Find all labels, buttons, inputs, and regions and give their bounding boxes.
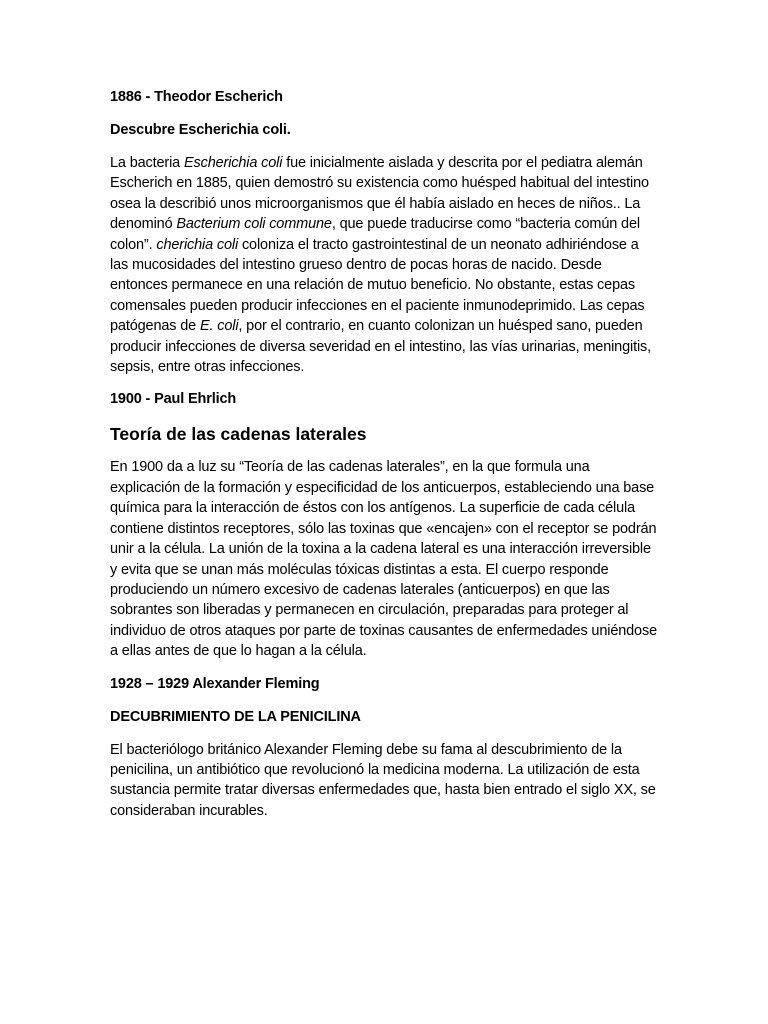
section-paragraph: El bacteriólogo británico Alexander Fleming debe su fama al descubrimiento de la penicilina, un antibiótico que revolucionó la medicina moderna. La utilización de esta sustancia permite tratar diversas enfermedades que, hasta bien entrado el siglo XX, se consideraban incurables. — [110, 741, 656, 819]
paragraph-text: , por el contrario, en cuanto colonizan un huésped sano, pueden producir infecciones de diversa severidad en el intestino, las vías urinarias, meningitis, sepsis, entre otras infecciones. — [110, 318, 652, 376]
section-date-heading: 1900 - Paul Ehrlich — [110, 391, 237, 408]
paragraph-italic-term: cherichia coli — [156, 236, 239, 253]
section-date-heading: 1886 - Theodor Escherich — [110, 89, 283, 105]
section-paragraph — [110, 153, 660, 377]
paragraph-italic-term: E. coli — [199, 318, 239, 335]
section-paragraph: En 1900 da a luz su “Teoría de las cadenas laterales”, en la que formula una explicación de la formación y especificidad de los anticuerpos, estableciendo una base química para la interacción de éstos con los antígenos. La superficie de cada célula contiene distintos receptores, sólo las toxinas que «encajen» con el receptor se podrán unir a la célula. La unión de la toxina a la cadena lateral es una interacción irreversible y evita que se unan más moléculas tóxicas distintas a esta. El cuerpo responde produciendo un número excesivo de cadenas laterales (anticuerpos) en que las sobrantes son liberadas y permanecen en circulación, preparadas para proteger al individuo de otros ataques por parte de toxinas causantes de enfermedades uniéndose a ellas antes de que lo hagan a la célula. — [110, 459, 657, 660]
paragraph-text: La bacteria — [110, 155, 184, 171]
paragraph-text: , que puede traducirse como “bacteria común del colon”. — [110, 216, 640, 253]
section-title: Teoría de las cadenas laterales — [110, 424, 367, 445]
section-title: Descubre Escherichia coli. — [110, 122, 291, 138]
section-title: DECUBRIMIENTO DE LA PENICILINA — [110, 708, 361, 725]
section-date-heading: 1928 – 1929 Alexander Fleming — [110, 675, 320, 692]
paragraph-text: coloniza el tracto gastrointestinal de un neonato adhiriéndose a las mucosidades del intestino grueso dentro de pocas horas de nacido. Desde entonces permanece en una relación de mutuo beneficio. No obstante, estas cepas comensales pueden producir infecciones en el paciente inmunodeprimido. Las cepas patógenas de — [110, 236, 645, 335]
paragraph-italic-term: Escherichia coli — [183, 155, 283, 171]
paragraph-italic-term: Bacterium coli commune — [176, 216, 332, 233]
paragraph-text: fue inicialmente aislada y descrita por el pediatra alemán Escherich en 1885, quien demostró su existencia como huésped habitual del intestino osea la describió unos microorganismos que él había aislado en heces de niños.. La denominó — [110, 155, 649, 233]
document-body — [110, 87, 660, 833]
